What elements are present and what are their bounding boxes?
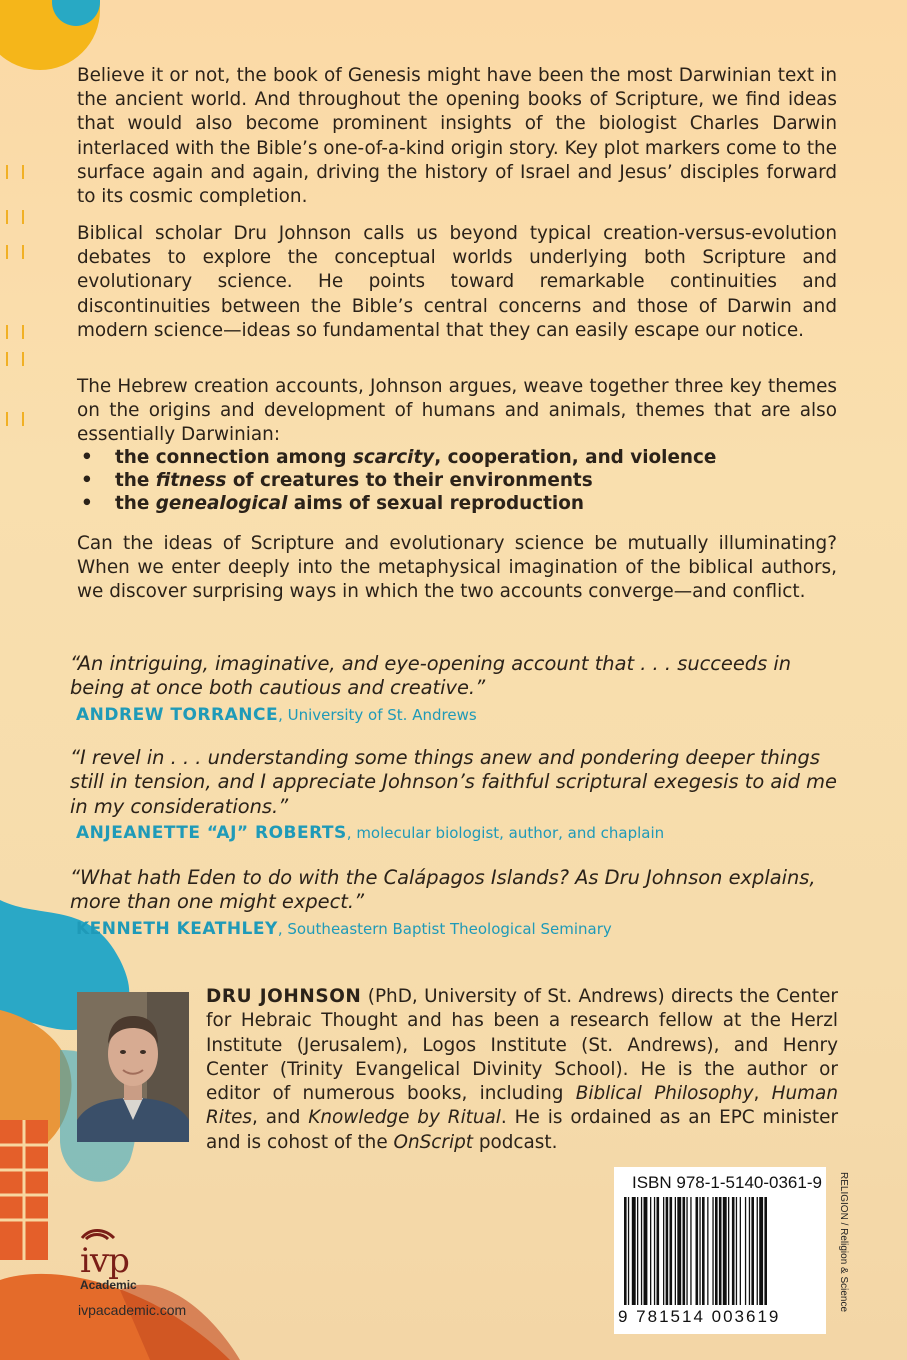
endorsement — [70, 652, 850, 725]
description-paragraph: The Hebrew creation accounts, Johnson argues, weave together three key themes on the origins and development of humans and animals, themes that are also essentially Darwinian: — [77, 376, 837, 446]
list-item-text: aims of sexual reproduction — [287, 493, 584, 514]
barcode-bar — [657, 1197, 660, 1305]
author-photo — [77, 992, 189, 1142]
endorser-name: KENNETH KEATHLEY — [76, 918, 278, 939]
list-item-emphasis: scarcity — [352, 447, 435, 468]
endorsement-attribution — [70, 919, 850, 939]
author-bio-text: , — [753, 1083, 772, 1105]
list-item — [77, 446, 716, 469]
barcode-bar — [637, 1197, 638, 1305]
endorsement-quote: “I revel in . . . understanding some things anew and pondering deeper things still in tension, and I appreciate Johnson’s faithful scriptural exegesis to aid me in my considerations.” — [70, 746, 837, 818]
isbn-label: ISBN 978-1-5140-0361-9 — [632, 1173, 822, 1192]
decorative-mark — [6, 412, 24, 426]
barcode-bar — [740, 1197, 741, 1305]
endorsement-attribution — [70, 823, 850, 843]
endorser-name: ANJEANETTE “AJ” ROBERTS — [76, 823, 347, 844]
decorative-mark — [6, 165, 24, 179]
barcode-bar — [641, 1197, 642, 1305]
list-item-text: the connection among — [115, 447, 353, 468]
barcode-bar — [728, 1197, 729, 1305]
barcode-bar — [736, 1197, 737, 1305]
barcode-bar — [699, 1197, 700, 1305]
barcode-bar — [690, 1197, 691, 1305]
decorative-mark — [6, 325, 24, 339]
decorative-mark — [6, 352, 24, 366]
publisher-website[interactable]: ivpacademic.com — [78, 1302, 187, 1318]
barcode-bar — [707, 1197, 708, 1305]
list-item-text: of creatures to their environments — [226, 470, 593, 491]
list-item-text: , cooperation, and violence — [434, 447, 717, 468]
barcode-bar — [644, 1197, 648, 1305]
barcode-bar — [624, 1197, 627, 1305]
barcode-bar — [715, 1197, 718, 1305]
author-name: DRU JOHNSON — [206, 986, 362, 1007]
barcode-bar — [663, 1197, 664, 1305]
endorsement-quote: “An intriguing, imaginative, and eye-opening account that . . . succeeds in being at once both cautious and creative.” — [70, 652, 792, 700]
barcode-bar — [719, 1197, 722, 1305]
list-item-text: the — [115, 470, 156, 491]
endorser-name: ANDREW TORRANCE — [76, 704, 279, 725]
barcode-bar — [666, 1197, 669, 1305]
barcode-bar — [675, 1197, 676, 1305]
publisher-logo-sub: Academic — [80, 1278, 137, 1292]
endorser-affiliation: , Southeastern Baptist Theological Seminary — [277, 919, 612, 938]
book-title: Biblical Philosophy — [575, 1083, 754, 1105]
book-title: Human Rites — [206, 1083, 838, 1129]
barcode-bar — [628, 1197, 629, 1305]
endorsement-quote: “What hath Eden to do with the Calápagos Islands? As Dru Johnson explains, more than one might expect.” — [70, 866, 816, 914]
barcode-bar — [683, 1197, 686, 1305]
barcode-bar — [670, 1197, 673, 1305]
barcode-bar — [764, 1197, 767, 1305]
barcode-bar — [723, 1197, 727, 1305]
barcode-bar — [745, 1197, 746, 1305]
barcode-bar — [686, 1197, 687, 1305]
book-title: Knowledge by Ritual — [308, 1107, 501, 1129]
publisher-logo-word: ivp — [80, 1241, 129, 1281]
endorsement — [70, 866, 850, 939]
description-paragraph: Believe it or not, the book of Genesis might have been the most Darwinian text in the ancient world. And throughout the opening books of Scripture, we find ideas that would also become prominent insights of the biologist Charles Darwin interlaced with the Bible’s one-of-a-kind origin story. Key plot markers come to the surface again and again, driving the history of Israel and Jesus’ disciples forward to its cosmic completion. — [77, 65, 837, 208]
description-paragraph: Can the ideas of Scripture and evolutionary science be mutually illuminating? When we enter deeply into the metaphysical imagination of the biblical authors, we discover surprising ways in which the two accounts converge—and conflict. — [77, 533, 837, 603]
author-bio-text: (PhD, University of St. Andrews) directs the Center for Hebraic Thought and has been a research fellow at the Herzl Institute (Jerusalem), Logos Institute (St. Andrews), and Henry Center (Trinity Evangelical Divinity School). He is the author or editor of numerous books, including — [206, 986, 838, 1105]
author-bio-text: . He is ordained as an EPC minister and is cohost of the — [206, 1107, 839, 1153]
barcode-bar — [654, 1197, 655, 1305]
barcode-bar — [702, 1197, 705, 1305]
list-item — [77, 492, 716, 515]
barcode-bar — [759, 1197, 763, 1305]
publisher-logo — [80, 1225, 150, 1292]
endorser-affiliation: , molecular biologist, author, and chaplain — [346, 824, 665, 843]
decorative-mark — [6, 210, 24, 224]
decorative-mark — [6, 245, 24, 259]
barcode-bar — [632, 1197, 636, 1305]
theme-list — [77, 446, 716, 515]
barcode-bar — [677, 1197, 681, 1305]
barcode-icon — [624, 1197, 816, 1305]
author-bio-text: , and — [252, 1107, 309, 1129]
barcode-digits: 9 781514 003619 — [618, 1307, 781, 1326]
podcast-title: OnScript — [393, 1131, 473, 1153]
barcode-box — [614, 1167, 826, 1334]
list-item-emphasis: fitness — [155, 470, 227, 491]
endorsement-attribution — [70, 705, 850, 725]
author-bio — [206, 985, 838, 1155]
author-bio-text: podcast. — [472, 1131, 558, 1153]
endorsement — [70, 746, 850, 843]
category-label: RELIGION / Religion & Science — [838, 1172, 849, 1313]
barcode-bar — [696, 1197, 699, 1305]
barcode-bar — [757, 1197, 758, 1305]
list-item — [77, 469, 716, 492]
ivp-signal-icon — [80, 1226, 120, 1240]
barcode-bar — [650, 1197, 651, 1305]
barcode-bar — [712, 1197, 713, 1305]
endorser-affiliation: , University of St. Andrews — [278, 705, 477, 724]
barcode-bar — [749, 1197, 750, 1305]
description-paragraph: Biblical scholar Dru Johnson calls us beyond typical creation-versus-evolution debates to explore the conceptual worlds underlying both Scripture and evolutionary science. He points toward remarkable continuities and discontinuities between the Bible’s central concerns and those of Darwin and modern science—ideas so fundamental that they can easily escape our notice. — [77, 223, 837, 341]
barcode-bar — [751, 1197, 754, 1305]
barcode-bar — [732, 1197, 735, 1305]
list-item-text: the — [115, 493, 156, 514]
list-item-emphasis: genealogical — [155, 493, 288, 514]
